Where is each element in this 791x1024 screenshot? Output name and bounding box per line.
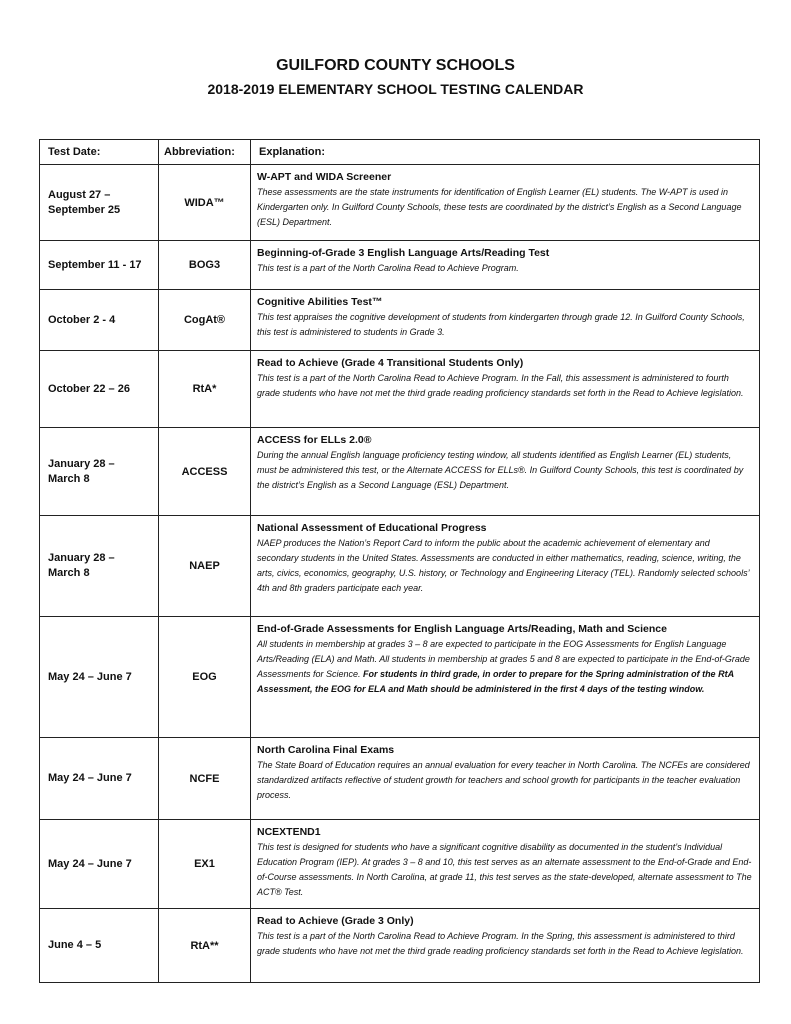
explanation-body: The State Board of Education requires an annual evaluation for every teacher in North Carolina. The NCFEs are considered standardized artifacts reflective of student growth for teachers and school growth for participants in the teacher evaluation process. (257, 760, 750, 800)
table-row (40, 617, 760, 738)
test-date-text: May 24 – June 7 (48, 772, 132, 784)
explanation-body-text: All students in membership at grades 3 – 8 are expected to participate in the EOG Assessments for English Language Arts/Reading (ELA) and Math. All students in membership at grades 5 and 8 are expected to participate in the End-of-Grade Assessments for Science. (257, 639, 750, 679)
abbreviation: EOG (159, 617, 251, 738)
explanation (251, 241, 760, 290)
test-date-text: January 28 – March 8 (48, 457, 115, 485)
explanation-body-bold: For students in third grade, in order to prepare for the Spring administration of the RtA Assessment, the EOG for ELA and Math should be administered in the first 4 days of the testing window. (257, 669, 734, 694)
explanation (251, 617, 760, 738)
table-row (40, 165, 760, 241)
abbreviation: WIDA™ (159, 165, 251, 241)
table-row (40, 428, 760, 516)
test-date (40, 909, 159, 983)
table-row (40, 738, 760, 820)
table-row (40, 241, 760, 290)
explanation-body: This test is a part of the North Carolina Read to Achieve Program. In the Spring, this assessment is administered to third grade students who have not met the third grade reading proficiency standards set forth in the Read to Achieve legislation. (257, 931, 744, 956)
table-row (40, 820, 760, 909)
explanation-title: ACCESS for ELLs 2.0® (257, 434, 372, 446)
abbreviation: ACCESS (159, 428, 251, 516)
explanation-body: These assessments are the state instruments for identification of English Learner (EL) students. The W-APT is used in Kindergarten only. In Guilford County Schools, these tests are coordinated by the district’s English as a Second Language (ESL) Department. (257, 187, 742, 227)
explanation-body: This test appraises the cognitive development of students from kindergarten through grade 12. In Guilford County Schools, this test is administered to students in Grade 3. (257, 312, 745, 337)
explanation-title: Cognitive Abilities Test™ (257, 296, 383, 308)
test-date (40, 241, 159, 290)
test-date-text: August 27 – September 25 (48, 188, 121, 216)
page-subtitle: 2018-2019 ELEMENTARY SCHOOL TESTING CALENDAR (207, 81, 584, 97)
test-date-text: May 24 – June 7 (48, 857, 132, 870)
explanation (251, 351, 760, 428)
explanation (251, 516, 760, 617)
test-date-text: October 2 - 4 (48, 313, 116, 326)
test-date (40, 351, 159, 428)
test-date (40, 290, 159, 351)
explanation-title: End-of-Grade Assessments for English Language Arts/Reading, Math and Science (257, 623, 667, 635)
explanation (251, 909, 760, 983)
test-date-text: October 22 – 26 (48, 382, 130, 395)
explanation (251, 738, 760, 820)
explanation-body: NAEP produces the Nation’s Report Card to inform the public about the academic achievement of elementary and secondary students in the United States. Assessments are conducted in either mathematics, reading, science, writing, the arts, civics, economics, geography, U.S. history, or Technology and Engineering Literacy (TEL). Randomly selected schools’ 4th and 8th graders participate each year. (257, 538, 750, 593)
explanation-title: Beginning-of-Grade 3 English Language Arts/Reading Test (257, 247, 550, 259)
test-date (40, 738, 159, 820)
abbreviation: BOG3 (159, 241, 251, 290)
table-row (40, 351, 760, 428)
abbreviation: RtA* (159, 351, 251, 428)
explanation-title: Read to Achieve (Grade 4 Transitional Students Only) (257, 357, 524, 369)
explanation-title: W-APT and WIDA Screener (257, 171, 392, 183)
table-row (40, 290, 760, 351)
test-date-text: January 28 – March 8 (48, 552, 115, 579)
explanation-body: This test is a part of the North Carolina Read to Achieve Program. (257, 263, 519, 273)
explanation-title: National Assessment of Educational Progress (257, 522, 487, 534)
table-row (40, 516, 760, 617)
test-date (40, 820, 159, 909)
abbreviation: EX1 (159, 820, 251, 909)
test-date-text: June 4 – 5 (48, 939, 102, 951)
column-header-test-date: Test Date: (40, 140, 159, 165)
explanation (251, 428, 760, 516)
test-date (40, 617, 159, 738)
abbreviation: CogAt® (159, 290, 251, 351)
abbreviation: NAEP (159, 516, 251, 617)
explanation-title: North Carolina Final Exams (257, 744, 395, 756)
explanation-title: NCEXTEND1 (257, 826, 321, 838)
page-title: GUILFORD COUNTY SCHOOLS (276, 57, 515, 74)
column-header-explanation: Explanation: (251, 140, 760, 165)
test-date (40, 165, 159, 241)
explanation-title: Read to Achieve (Grade 3 Only) (257, 915, 414, 927)
table-header-row (40, 140, 760, 165)
abbreviation: NCFE (159, 738, 251, 820)
test-date-text: September 11 - 17 (48, 258, 142, 271)
test-date (40, 428, 159, 516)
column-header-abbreviation: Abbreviation: (159, 140, 251, 165)
explanation-body (257, 637, 753, 697)
explanation-body: This test is designed for students who have a significant cognitive disability as documented in the student’s Individual Education Program (IEP). At grades 3 – 8 and 10, this test serves as an alternate assessment to the End-of-Grade and End-of-Course assessments. In North Carolina, at grade 11, this test serves as the state-developed, alternate assessment to The ACT® Test. (257, 842, 752, 897)
test-date-text: May 24 – June 7 (48, 670, 132, 683)
explanation (251, 820, 760, 909)
explanation (251, 290, 760, 351)
explanation (251, 165, 760, 241)
table-row (40, 909, 760, 983)
explanation-body: During the annual English language proficiency testing window, all students identified as English Learner (EL) students, must be administered this test, or the Alternate ACCESS for ELLs®. In Guilford County Schools, this test is coordinated by the district’s English as a Second Language (ESL) Department. (257, 450, 744, 490)
explanation-body: This test is a part of the North Carolina Read to Achieve Program. In the Fall, this assessment is administered to fourth grade students who have not met the third grade reading proficiency standards set forth in the Read to Achieve legislation. (257, 373, 744, 398)
test-date (40, 516, 159, 617)
abbreviation: RtA** (159, 909, 251, 983)
testing-calendar-table (39, 139, 760, 983)
